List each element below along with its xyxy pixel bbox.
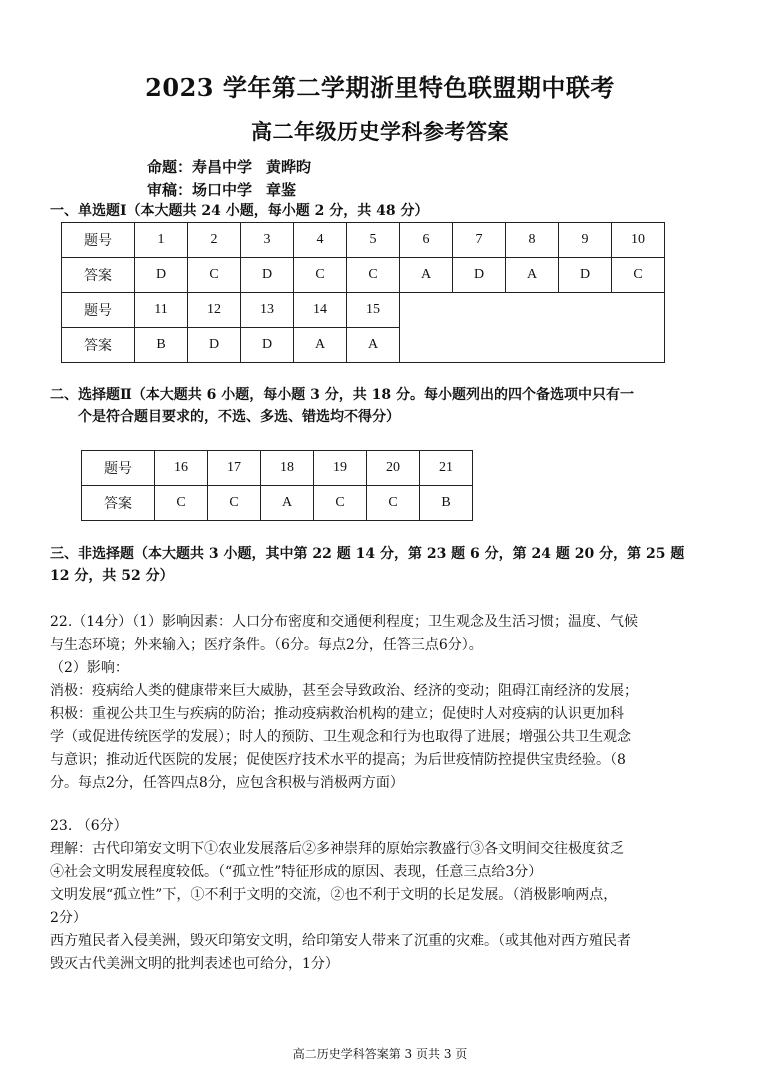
- question-number: 8: [506, 223, 559, 258]
- question-number: 7: [453, 223, 506, 258]
- answer-line: ④社会文明发展程度较低。（“孤立性”特征形成的原因、表现，任意三点给3分）: [50, 864, 543, 880]
- answer-label: 答案: [62, 258, 135, 293]
- answer-line: 毁灭古代美洲文明的批判表述也可给分，1分）: [50, 956, 339, 972]
- answer-cell: D: [241, 258, 294, 293]
- reviewer-name: 章鉴: [266, 181, 297, 199]
- page-footer: 高二历史学科答案第 3 页共 3 页: [292, 1047, 468, 1061]
- answer-cell: C: [188, 258, 241, 293]
- answer-cell: D: [241, 328, 294, 363]
- question-number: 2: [188, 223, 241, 258]
- section3-heading-line: 12 分，共 52 分）: [50, 568, 174, 584]
- answer-label: 答案: [82, 486, 155, 521]
- question-number: 4: [294, 223, 347, 258]
- answer-cell: B: [420, 486, 473, 521]
- table-row: [82, 486, 473, 521]
- question-number: 12: [188, 293, 241, 328]
- answer-line: 学（或促进传统医学的发展）；时人的预防、卫生观念和行为也取得了进展；增强公共卫生观念: [50, 729, 631, 745]
- section3-heading-line: 三、非选择题（本大题共 3 小题，其中第 22 题 14 分，第 23 题 6 分，第 24 题 20 分，第 25 题: [50, 546, 685, 562]
- answer-cell: C: [347, 258, 400, 293]
- answer-line: 2分）: [50, 910, 87, 926]
- answer-cell: D: [453, 258, 506, 293]
- answer-cell: A: [506, 258, 559, 293]
- page-subtitle: 高二年级历史学科参考答案: [251, 119, 509, 144]
- reviewer-label: 审稿：场口中学: [147, 181, 253, 199]
- answer-cell: A: [261, 486, 314, 521]
- answer-cell: A: [294, 328, 347, 363]
- answer-line: 西方殖民者入侵美洲，毁灭印第安文明，给印第安人带来了沉重的灾难。（或其他对西方殖民者: [50, 933, 631, 949]
- setter-name: 黄晔昀: [266, 158, 312, 176]
- answer-line: 23. （6分）: [50, 818, 128, 834]
- section2-heading-line: 个是符合题目要求的，不选、多选、错选均不得分）: [78, 409, 400, 425]
- question-number: 19: [314, 451, 367, 486]
- answer-line: 与意识；推动近代医院的发展；促使医疗技术水平的提高；为后世疫情防控提供宝贵经验。（8: [50, 752, 626, 768]
- question-number: 21: [420, 451, 473, 486]
- section2-answer-table: [81, 450, 473, 521]
- answer-line: 22.（14分）（1）影响因素：人口分布密度和交通便利程度；卫生观念及生活习惯；温度、气候: [50, 614, 638, 630]
- reviewer-line: [147, 179, 296, 200]
- section2-heading-line: 二、选择题Ⅱ（本大题共 6 小题，每小题 3 分，共 18 分。每小题列出的四个备选项中只有一: [50, 387, 635, 403]
- table-row: [62, 293, 665, 328]
- setter-line: [147, 156, 311, 177]
- answer-line: 分。每点2分，任答四点8分，应包含积极与消极两方面）: [50, 775, 404, 791]
- question-number: 11: [135, 293, 188, 328]
- answer-label: 答案: [62, 328, 135, 363]
- answer-line: 积极：重视公共卫生与疾病的防治；推动疫病救治机构的建立；促使时人对疫病的认识更加科: [50, 706, 624, 722]
- question-label: 题号: [62, 293, 135, 328]
- answer-cell: D: [188, 328, 241, 363]
- answer-cell: A: [400, 258, 453, 293]
- question-number: 13: [241, 293, 294, 328]
- answer-cell: D: [559, 258, 612, 293]
- question-number: 16: [155, 451, 208, 486]
- answer-cell: C: [612, 258, 665, 293]
- answer-line: 与生态环境；外来输入；医疗条件。（6分。每点2分，任答三点6分）。: [50, 637, 483, 653]
- section3-heading: [50, 543, 690, 587]
- question-number: 18: [261, 451, 314, 486]
- answer-cell: A: [347, 328, 400, 363]
- section2-heading: [50, 384, 690, 428]
- answer-cell: C: [314, 486, 367, 521]
- question-number: 1: [135, 223, 188, 258]
- answer-cell: C: [208, 486, 261, 521]
- question-number: 10: [612, 223, 665, 258]
- page-title: 2023 学年第二学期浙里特色联盟期中联考: [145, 73, 615, 102]
- question-number: 14: [294, 293, 347, 328]
- answer-cell: C: [294, 258, 347, 293]
- answer-cell: D: [135, 258, 188, 293]
- question-number: 9: [559, 223, 612, 258]
- answer-cell: B: [135, 328, 188, 363]
- question-number: 15: [347, 293, 400, 328]
- table-row: [82, 451, 473, 486]
- blank-cell: [400, 293, 665, 363]
- section1-heading: 一、单选题Ⅰ（本大题共 24 小题，每小题 2 分，共 48 分）: [50, 203, 429, 219]
- question-label: 题号: [82, 451, 155, 486]
- answer-cell: C: [155, 486, 208, 521]
- question-label: 题号: [62, 223, 135, 258]
- setter-label: 命题：寿昌中学: [147, 158, 253, 176]
- section1-answer-table: [61, 222, 665, 363]
- answer-line: 文明发展“孤立性”下，①不利于文明的交流，②也不利于文明的长足发展。（消极影响两点，: [50, 887, 618, 903]
- table-row: [62, 258, 665, 293]
- answer-line: 理解：古代印第安文明下①农业发展落后②多神崇拜的原始宗教盛行③各文明间交往极度贫乏: [50, 841, 624, 857]
- table-row: [62, 223, 665, 258]
- answer-cell: C: [367, 486, 420, 521]
- answer-line: 消极：疫病给人类的健康带来巨大威胁，甚至会导致政治、经济的变动；阻碍江南经济的发展；: [50, 683, 638, 699]
- question-number: 3: [241, 223, 294, 258]
- question-number: 17: [208, 451, 261, 486]
- question-number: 5: [347, 223, 400, 258]
- question-number: 6: [400, 223, 453, 258]
- question-22-answer: [50, 611, 682, 795]
- answer-line: （2）影响：: [50, 660, 129, 676]
- question-23-answer: [50, 815, 682, 976]
- question-number: 20: [367, 451, 420, 486]
